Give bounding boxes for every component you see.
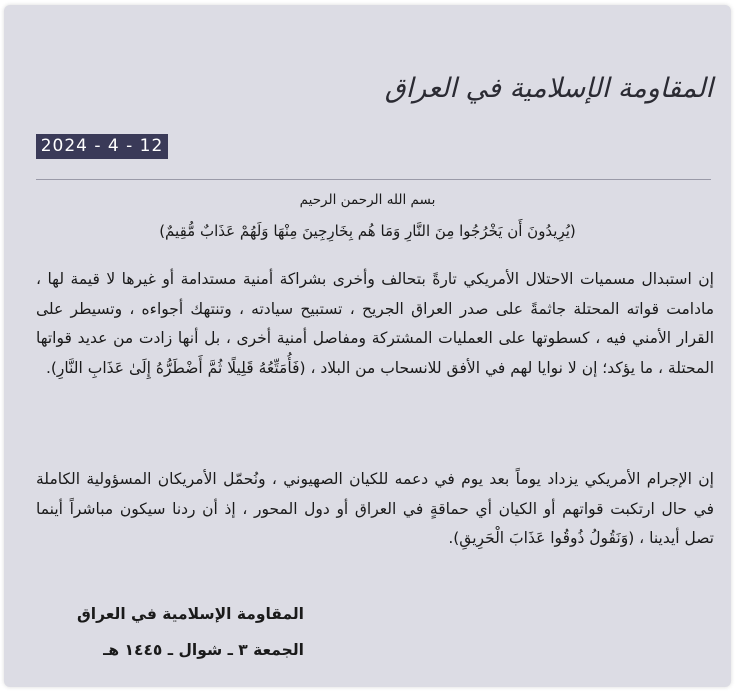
paragraph-1: إن استبدال مسميات الاحتلال الأمريكي تارةً بتحالف وأخرى بشراكة أمنية مستدامة أو غيرها لا قيمة لها ، مادامت قواته المحتلة جاثمةً على صدر العراق الجريح ، تستبيح سيادته ، وتنتهك أجواءه ، وتسيطر على القرار الأمني فيه ، كسطوتها على العمليات المشتركة ومفاصل أمنية أخرى ، بل أنها زادت من عديد قواتها المحتلة ، ما يؤكد؛ إن لا نوايا لهم في الأفق للانسحاب من البلاد ، (فَأُمَتِّعُهُ قَلِيلًا ثُمَّ أَضْطَرُّهُ إِلَىٰ عَذَابِ النَّارِ). (36, 270, 714, 377)
signature-date: الجمعة ٣ ـ شوال ـ ١٤٤٥ هـ (103, 641, 304, 659)
organization-logo: المقاومة الإسلامية في العراق (384, 73, 713, 104)
signature-organization: المقاومة الإسلامية في العراق (76, 605, 304, 623)
header-divider (36, 179, 711, 180)
basmala: بسم الله الرحمن الرحيم (299, 192, 436, 208)
date-badge: 2024 - 4 - 12 (36, 134, 168, 159)
paragraph-2: إن الإجرام الأمريكي يزداد يوماً بعد يوم في دعمه للكيان الصهيوني ، ونُحمّل الأمريكان المسؤولية الكاملة في حال ارتكبت قواتهم أو الكيان أي حماقةٍ في العراق أو دول المحور ، إذ أن ردنا سيكون مباشراً أينما تصل أيدينا ، (وَنَقُولُ ذُوقُوا عَذَابَ الْحَرِيقِ). (36, 470, 714, 547)
opening-verse: (يُرِيدُونَ أَن يَخْرُجُوا مِنَ النَّارِ وَمَا هُم بِخَارِجِينَ مِنْهَا وَلَهُمْ عَذَابٌ مُّقِيمٌ) (159, 222, 576, 240)
statement-page (4, 5, 731, 687)
